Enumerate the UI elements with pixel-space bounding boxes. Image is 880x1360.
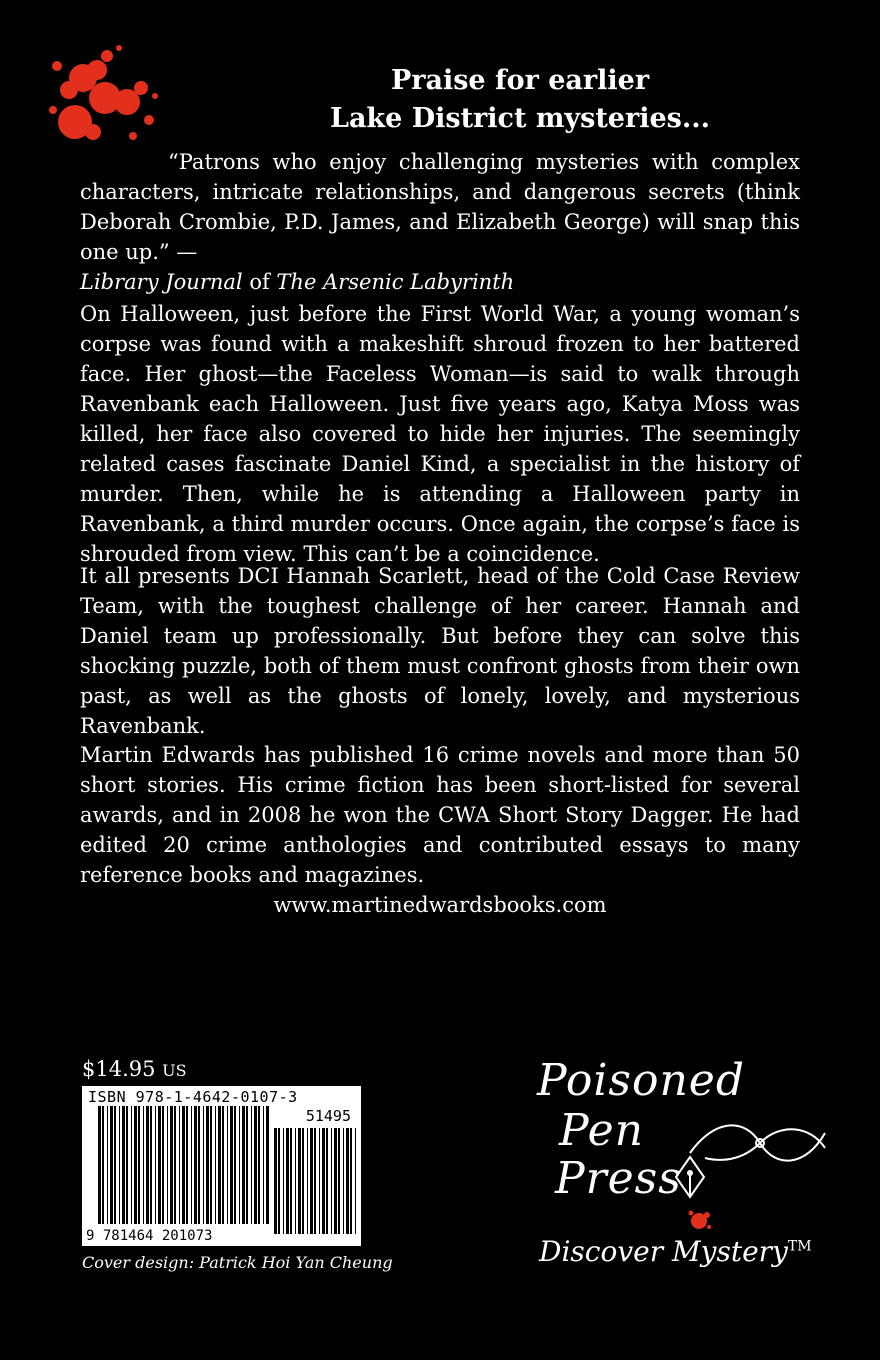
publisher-word-3: Press <box>555 1153 682 1204</box>
praise-heading-line2: Lake District mysteries... <box>329 103 711 134</box>
quote-text: “Patrons who enjoy challenging mysteries with complex characters, intricate relationships, and dangerous secrets (think Deborah Crombie, P.D. James, and Elizabeth George) will snap this one up.” — <box>80 150 800 264</box>
small-blood-splatter-icon <box>685 1207 713 1233</box>
quote-source-of: of <box>242 270 277 294</box>
publisher-tagline <box>539 1235 812 1268</box>
isbn-label: ISBN 978-1-4642-0107-3 <box>88 1088 298 1106</box>
quote-source <box>80 267 800 297</box>
quote-source-title: The Arsenic Labyrinth <box>276 270 515 294</box>
quote-source-publication: Library Journal <box>80 270 243 294</box>
publisher-tagline-text: Discover Mystery <box>539 1235 788 1268</box>
praise-heading-line1: Praise for earlier <box>390 65 650 96</box>
synopsis-text-2: It all presents DCI Hannah Scarlett, head of the Cold Case Review Team, with the toughest challenge of her career. Hannah and Daniel team up professionally. But before they can solve this shocking puzzle, both of them must confront ghosts from their own past, as well as the ghosts of lonely, lovely, and mysterious Ravenbank. <box>80 564 800 738</box>
synopsis-paragraph-2 <box>80 561 800 741</box>
isbn-barcode <box>82 1086 361 1246</box>
price-amount: $14.95 <box>82 1057 156 1081</box>
barcode-bars <box>82 1086 361 1246</box>
cover-design-credit: Cover design: Patrick Hoi Yan Cheung <box>82 1253 393 1272</box>
synopsis-text-1: On Halloween, just before the First World War, a young woman’s corpse was found with a makeshift shroud frozen to her battered face. Her ghost—the Faceless Woman—is said to walk through Ravenbank each Halloween. Just five years ago, Katya Moss was killed, her face also covered to hide her injuries. The seemingly related cases fascinate Daniel Kind, a specialist in the history of murder. Then, while he is attending a Halloween party in Ravenbank, a third murder occurs. Once again, the corpse’s face is shrouded from view. This can’t be a coincidence. <box>80 302 800 566</box>
author-bio-text: Martin Edwards has published 16 crime novels and more than 50 short stories. His crime fiction has been short-listed for several awards, and in 2008 he won the CWA Short Story Dagger. He had edited 20 crime anthologies and contributed essays to many reference books and magazines. <box>80 743 800 887</box>
publisher-word-2: Pen <box>559 1105 645 1156</box>
synopsis-paragraph-1 <box>80 299 800 569</box>
review-quote <box>80 147 800 297</box>
author-bio <box>80 740 800 920</box>
price-currency: US <box>162 1061 187 1080</box>
trademark-symbol: TM <box>787 1238 812 1255</box>
barcode-addon: 51495 <box>305 1107 351 1125</box>
publisher-logo <box>535 1055 835 1268</box>
price <box>82 1057 187 1081</box>
pen-nib-icon <box>670 1155 710 1200</box>
praise-heading <box>300 62 740 138</box>
publisher-word-1: Poisoned <box>537 1055 745 1106</box>
blood-splatter-icon <box>45 40 165 150</box>
author-website: www.martinedwardsbooks.com <box>273 893 607 917</box>
barcode-digits: 9 781464 201073 <box>86 1228 213 1244</box>
